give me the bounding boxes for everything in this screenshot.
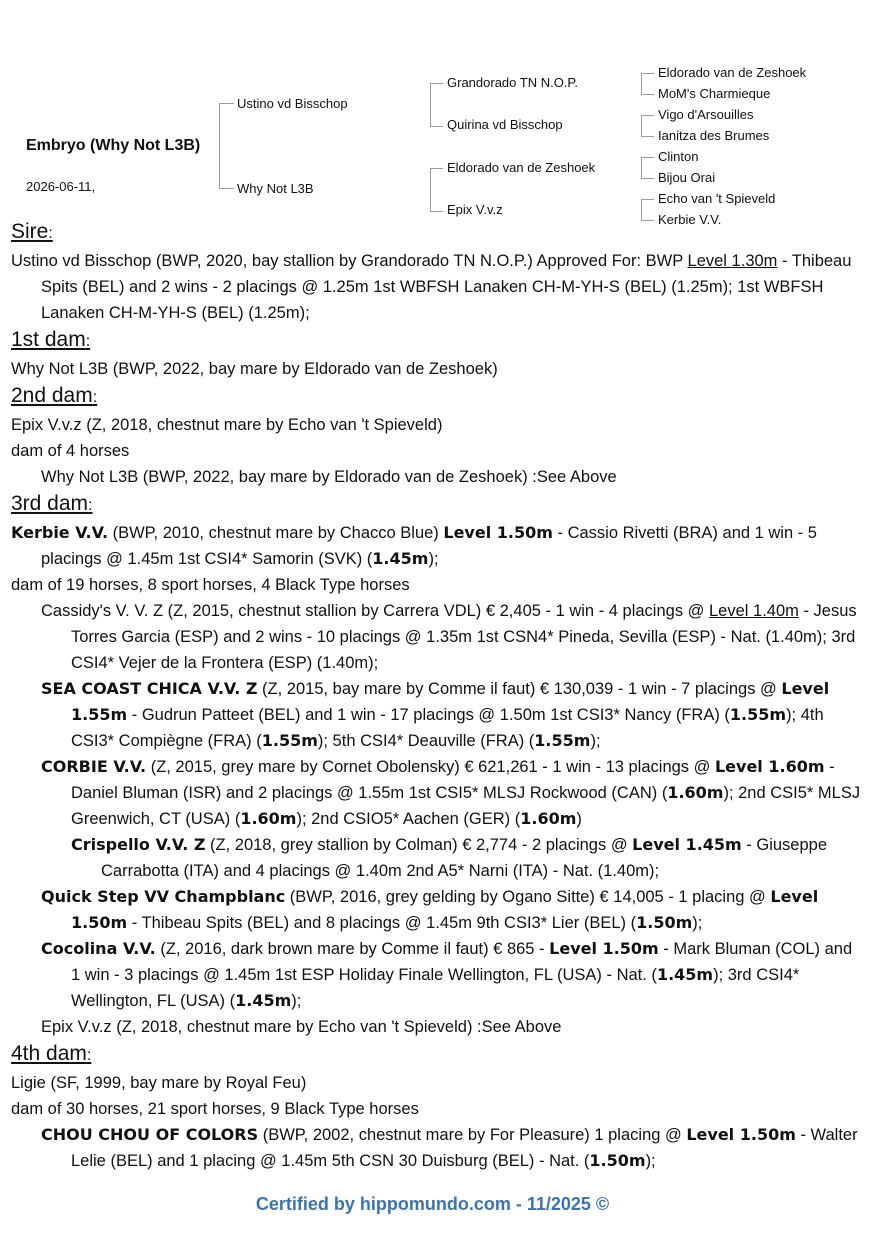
dam2-produce: dam of 4 horses: [11, 442, 130, 460]
dam4-offspring-1: CHOU CHOU OF COLORS (BWP, 2002, chestnut mare by For Pleasure) 1 placing @ Level 1.50m - Walter Lelie (BEL) and 1 placing @ 1.45m 5th CSN 30 Duisburg (BEL) - Nat. (1.50m);: [41, 1125, 858, 1170]
bracket-sd: [641, 115, 654, 137]
sds-name: Vigo d'Arsouilles: [658, 107, 754, 122]
dam1-entry: Why Not L3B (BWP, 2022, bay mare by Eldorado van de Zeshoek): [11, 360, 498, 378]
certification-footer: Certified by hippomundo.com - 11/2025 ©: [255, 1194, 610, 1214]
ssd-name: MoM's Charmieque: [658, 86, 771, 101]
dam3-offspring-5: Cocolina V.V. (Z, 2016, dark brown mare by Comme il faut) € 865 - Level 1.50m - Mark Bluman (COL) and 1 win - 3 placings @ 1.45m 1st ESP Holiday Finale Wellington, FL (USA) - Nat. (1.45m); 3rd CSI4* Wellington, FL (USA) (1.45m);: [41, 939, 853, 1010]
pedigree-chart: [0, 0, 875, 225]
subject-name: Embryo (Why Not L3B): [26, 137, 201, 154]
dam3-produce: dam of 19 horses, 8 sport horses, 4 Black Type horses: [11, 576, 410, 594]
bracket-ss: [641, 73, 654, 95]
bracket-ds: [641, 157, 654, 179]
dds-name: Echo van 't Spieveld: [658, 191, 776, 206]
dam2-offspring-1: Why Not L3B (BWP, 2022, bay mare by Eldorado van de Zeshoek) :See Above: [41, 468, 617, 486]
sire-heading: Sire:: [11, 220, 53, 243]
dam3-offspring-2: SEA COAST CHICA V.V. Z (Z, 2015, bay mare by Comme il faut) € 130,039 - 1 win - 7 placings @ Level 1.55m - Gudrun Patteet (BEL) and 1 win - 17 placings @ 1.50m 1st CSI3* Nancy (FRA) (1.55m); 4th CSI3* Compiègne (FRA) (1.55m); 5th CSI4* Deauville (FRA) (1.55m);: [41, 679, 830, 750]
subject-date: 2026-06-11,: [26, 179, 96, 194]
dsd-name: Bijou Orai: [658, 170, 716, 185]
dss-name: Clinton: [658, 149, 699, 164]
dam4-produce: dam of 30 horses, 21 sport horses, 9 Black Type horses: [11, 1100, 419, 1118]
dam4-heading: 4th dam:: [11, 1042, 92, 1065]
dam3-heading: 3rd dam:: [11, 492, 93, 515]
dam2-heading: 2nd dam:: [11, 384, 98, 407]
sdd-name: Ianitza des Brumes: [658, 128, 770, 143]
dam3-offspring-6: Epix V.v.z (Z, 2018, chestnut mare by Echo van 't Spieveld) :See Above: [41, 1018, 562, 1036]
dam3-offspring-1: Cassidy's V. V. Z (Z, 2015, chestnut stallion by Carrera VDL) € 2,405 - 1 win - 4 placings @ Level 1.40m - Jesus Torres Garcia (ESP) and 2 wins - 10 placings @ 1.35m 1st CSN4* Pineda, Sevilla (ESP) - Nat. (1.40m); 3rd CSI4* Vejer de la Frontera (ESP) (1.40m);: [41, 602, 857, 672]
pedigree-report: [11, 218, 861, 1174]
dd-name: Epix V.v.z: [447, 202, 503, 217]
sss-name: Eldorado van de Zeshoek: [658, 65, 807, 80]
dam3-offspring-4: Quick Step VV Champblanc (BWP, 2016, grey gelding by Ogano Sitte) € 14,005 - 1 placing @ Level 1.50m - Thibeau Spits (BEL) and 8 placings @ 1.45m 9th CSI3* Lier (BEL) (1.50m);: [41, 887, 819, 932]
bracket-gen1: [219, 103, 234, 189]
sd-name: Quirina vd Bisschop: [447, 117, 563, 132]
ds-name: Eldorado van de Zeshoek: [447, 160, 596, 175]
bracket-sire: [430, 83, 443, 127]
bracket-dam: [430, 168, 443, 212]
sire-entry: Ustino vd Bisschop (BWP, 2020, bay stallion by Grandorado TN N.O.P.) Approved For: BWP Level 1.30m - Thibeau Spits (BEL) and 2 wins - 2 placings @ 1.25m 1st WBFSH Lanaken CH-M-YH-S (BEL) (1.25m); 1st WBFSH Lanaken CH-M-YH-S (BEL) (1.25m);: [11, 252, 852, 322]
ss-name: Grandorado TN N.O.P.: [447, 75, 579, 90]
dam4-entry: Ligie (SF, 1999, bay mare by Royal Feu): [11, 1074, 307, 1092]
dam3-entry: Kerbie V.V. (BWP, 2010, chestnut mare by Chacco Blue) Level 1.50m - Cassio Rivetti (BRA) and 1 win - 5 placings @ 1.45m 1st CSI4* Samorin (SVK) (1.45m);: [11, 523, 817, 568]
dam2-entry: Epix V.v.z (Z, 2018, chestnut mare by Echo van 't Spieveld): [11, 416, 443, 434]
dam1-heading: 1st dam:: [11, 328, 91, 351]
ddd-name: Kerbie V.V.: [658, 212, 722, 227]
sire-name: Ustino vd Bisschop: [237, 96, 348, 111]
dam3-offspring-3-1: Crispello V.V. Z (Z, 2018, grey stallion by Colman) € 2,774 - 2 placings @ Level 1.45m - Giuseppe Carrabotta (ITA) and 4 placings @ 1.40m 2nd A5* Narni (ITA) - Nat. (1.40m);: [71, 835, 827, 880]
dam3-offspring-3: CORBIE V.V. (Z, 2015, grey mare by Cornet Obolensky) € 621,261 - 1 win - 13 placings @ Level 1.60m - Daniel Bluman (ISR) and 2 placings @ 1.55m 1st CSI5* MLSJ Rockwood (CAN) (1.60m); 2nd CSI5* MLSJ Greenwich, CT (USA) (1.60m); 2nd CSIO5* Aachen (GER) (1.60m): [41, 757, 861, 828]
dam-name: Why Not L3B: [237, 181, 314, 196]
